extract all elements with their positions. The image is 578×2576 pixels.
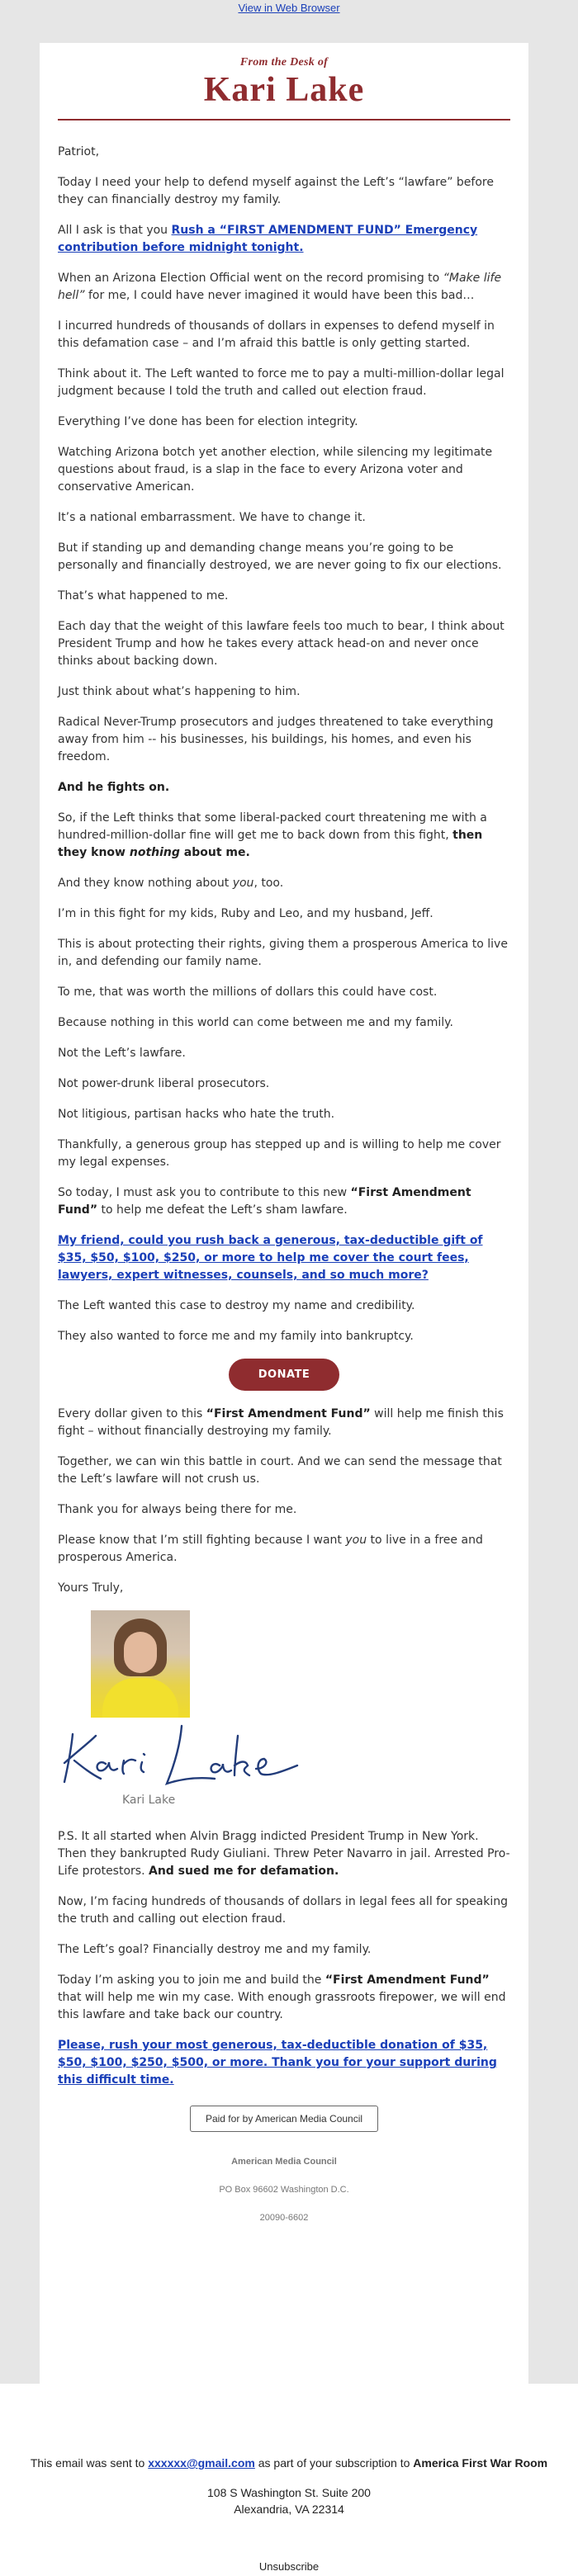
- paragraph: Just think about what’s happening to him.: [58, 685, 301, 698]
- org-zip: 20090-6602: [259, 2213, 309, 2223]
- paragraph: Not the Left’s lawfare.: [58, 1047, 186, 1060]
- paragraph: And he fights on.: [58, 781, 170, 794]
- paid-for-disclaimer: Paid for by American Media Council: [190, 2106, 378, 2132]
- paragraph: To me, that was worth the millions of dollars this could have cost.: [58, 985, 438, 999]
- ps-paragraph: The Left’s goal? Financially destroy me and my family.: [58, 1943, 372, 1956]
- paragraph: So, if the Left thinks that some liberal-packed court threatening me with a hundred-million-dollar fine will get me to back down from this fight, then they know nothing about me.: [58, 811, 487, 859]
- paragraph: Because nothing in this world can come between me and my family.: [58, 1016, 453, 1029]
- letterhead-from: From the Desk of: [239, 56, 329, 69]
- paragraph: Not litigious, partisan hacks who hate the truth.: [58, 1108, 335, 1121]
- paragraph: This is about protecting their rights, giving them a prosperous America to live in, and defending our family name.: [58, 938, 508, 968]
- paragraph: Thank you for always being there for me.: [58, 1503, 297, 1516]
- unsubscribe-link[interactable]: Unsubscribe: [258, 2560, 320, 2573]
- signature-block: [58, 1718, 510, 1808]
- paragraph: Together, we can win this battle in court. And we can send the message that the Left’s lawfare will not crush us.: [58, 1455, 502, 1486]
- signature-image: [58, 1718, 306, 1792]
- header-divider: [58, 119, 510, 121]
- gift-link[interactable]: My friend, could you rush back a generous, tax-deductible gift of $35, $50, $100, $250, or more to help me cover the court fees, lawyers, expert witnesses, counsels, and so much more?: [58, 1234, 483, 1282]
- paragraph: [58, 1232, 510, 1284]
- email-footer: [0, 2384, 578, 2576]
- mailing-address: 108 S Washington St. Suite 200 Alexandria, VA 22314: [207, 2486, 371, 2516]
- donate-button[interactable]: DONATE: [229, 1359, 340, 1391]
- contribute-link[interactable]: Rush a “FIRST AMENDMENT FUND” Emergency contribution before midnight tonight.: [58, 224, 478, 254]
- author-photo: [91, 1610, 190, 1718]
- paragraph: All I ask is that you Rush a “FIRST AMENDMENT FUND” Emergency contribution before midnight tonight.: [58, 224, 478, 254]
- paragraph: That’s what happened to me.: [58, 589, 229, 603]
- paragraph: It’s a national embarrassment. We have to change it.: [58, 511, 366, 524]
- letter-body: [58, 144, 510, 2089]
- letterhead: [58, 43, 510, 109]
- ps-paragraph: Today I’m asking you to join me and build the “First Amendment Fund” that will help me win my case. With enough grassroots firepower, we will end this lawfare and take back our country.: [58, 1973, 506, 2021]
- paragraph: But if standing up and demanding change means you’re going to be personally and financially destroyed, we are never going to fix our elections.: [58, 541, 502, 572]
- ps-paragraph: [58, 2037, 510, 2089]
- paragraph: I incurred hundreds of thousands of dollars in expenses to defend myself in this defamation case – and I’m afraid this battle is only getting started.: [58, 319, 495, 350]
- paragraph: Watching Arizona botch yet another election, while silencing my legitimate questions about fraud, is a slap in the face to every Arizona voter and conservative American.: [58, 446, 493, 494]
- view-in-browser-link[interactable]: View in Web Browser: [238, 2, 340, 14]
- paragraph: Today I need your help to defend myself against the Left’s “lawfare” before they can financially destroy my family.: [58, 176, 494, 206]
- paragraph: I’m in this fight for my kids, Ruby and Leo, and my husband, Jeff.: [58, 907, 434, 920]
- paragraph: Each day that the weight of this lawfare feels too much to bear, I think about President Trump and how he takes every attack head-on and never once thinks about backing down.: [58, 620, 505, 668]
- paragraph: Think about it. The Left wanted to force me to pay a multi-million-dollar legal judgment because I told the truth and called out election fraud.: [58, 367, 505, 398]
- paragraph: They also wanted to force me and my family into bankruptcy.: [58, 1330, 414, 1343]
- paragraph: And they know nothing about you, too.: [58, 877, 284, 890]
- ps-paragraph: Now, I’m facing hundreds of thousands of dollars in legal fees all for speaking the truth and calling out election fraud.: [58, 1895, 508, 1926]
- recipient-email-link[interactable]: xxxxxx@gmail.com: [148, 2456, 255, 2470]
- paragraph: The Left wanted this case to destroy my name and credibility.: [58, 1299, 415, 1312]
- signature-name: Kari Lake: [122, 1794, 176, 1807]
- greeting: Patriot,: [58, 145, 100, 158]
- paragraph: Not power-drunk liberal prosecutors.: [58, 1077, 270, 1090]
- letterhead-name: Kari Lake: [203, 71, 365, 109]
- closing: Yours Truly,: [58, 1581, 124, 1595]
- subscription-notice: This email was sent to xxxxxx@gmail.com as part of your subscription to America First War Room: [30, 2456, 548, 2470]
- org-address: PO Box 96602 Washington D.C.: [219, 2185, 349, 2195]
- paragraph: So today, I must ask you to contribute to this new “First Amendment Fund” to help me defeat the Left’s sham lawfare.: [58, 1186, 471, 1217]
- donation-link[interactable]: Please, rush your most generous, tax-deductible donation of $35, $50, $100, $250, $500, or more. Thank you for your support during this difficult time.: [58, 2039, 497, 2087]
- ps-paragraph: P.S. It all started when Alvin Bragg indicted President Trump in New York. Then they bankrupted Rudy Giuliani. Threw Peter Navarro in jail. Arrested Pro-Life protestors. And sued me for defamation.: [58, 1830, 510, 1878]
- paragraph: When an Arizona Election Official went on the record promising to “Make life hell” for me, I could have never imagined it would have been this bad…: [58, 272, 502, 302]
- paragraph: Everything I’ve done has been for election integrity.: [58, 415, 358, 428]
- paragraph: Thankfully, a generous group has stepped up and is willing to help me cover my legal expenses.: [58, 1138, 501, 1169]
- paragraph: Every dollar given to this “First Amendment Fund” will help me finish this fight – without financially destroying my family.: [58, 1407, 504, 1438]
- paragraph: Please know that I’m still fighting because I want you to live in a free and prosperous America.: [58, 1534, 483, 1564]
- org-name: American Media Council: [231, 2157, 337, 2167]
- email-card: [40, 43, 528, 2384]
- paragraph: Radical Never-Trump prosecutors and judges threatened to take everything away from him -- his businesses, his buildings, his homes, and even his freedom.: [58, 716, 494, 763]
